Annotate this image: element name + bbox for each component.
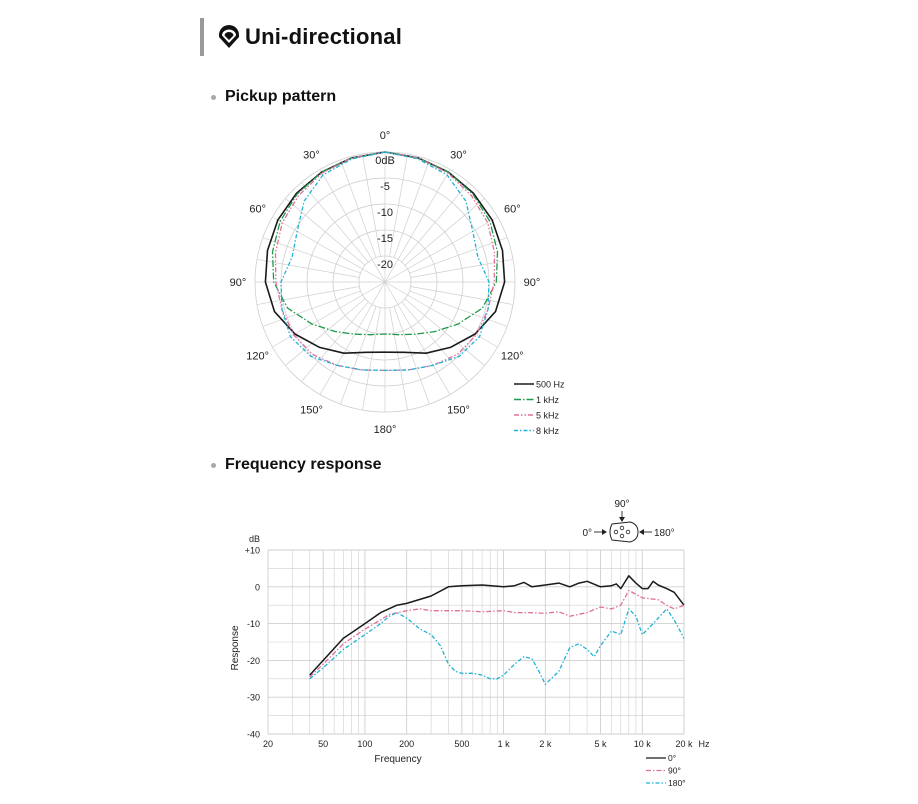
diagram-arrowhead-right: [639, 529, 644, 535]
polar-legend-label: 500 Hz: [536, 379, 565, 390]
freq-x-tick: 10 k: [633, 739, 651, 749]
diagram-label-right: 180°: [654, 528, 675, 539]
polar-angle-label: 150°: [447, 404, 470, 417]
polar-angle-label: 60°: [503, 203, 521, 216]
freq-series-2: [310, 609, 684, 684]
freq-y-tick: 0: [254, 582, 260, 593]
freq-series-1: [310, 591, 684, 678]
freq-y-tick: -20: [246, 655, 260, 666]
polar-legend-label: 8 kHz: [536, 426, 560, 436]
freq-y-tick: +10: [244, 545, 260, 556]
page-title: Uni-directional: [245, 24, 403, 49]
polar-legend-label: 5 kHz: [536, 410, 560, 421]
freq-x-tick: 5 k: [594, 739, 607, 749]
frequency-title-text: Frequency response: [225, 456, 382, 473]
polar-angle-label: 120°: [246, 350, 270, 363]
polar-angle-label: 0°: [379, 130, 391, 142]
freq-x-label: Frequency: [374, 754, 422, 765]
diagram-label-left: 0°: [582, 528, 592, 539]
freq-x-tick: 1 k: [497, 739, 510, 749]
microphone-capsule-icon: [620, 534, 624, 538]
freq-y-tick: -40: [246, 729, 260, 740]
polar-legend-label: 1 kHz: [536, 395, 560, 405]
freq-x-tick: 50: [318, 739, 329, 749]
freq-legend-label: 90°: [668, 765, 681, 776]
polar-ring-label: -5: [380, 181, 390, 193]
freq-legend-label: 180°: [668, 778, 686, 788]
polar-angle-label: 150°: [300, 404, 323, 417]
polar-angle-label: 30°: [303, 149, 320, 162]
polar-angle-label: 30°: [450, 149, 467, 162]
freq-y-label: Response: [230, 625, 241, 671]
polar-ring-label: 0dB: [375, 155, 395, 167]
microphone-capsule-icon: [626, 530, 630, 534]
polar-angle-label: 90°: [523, 277, 541, 289]
freq-x-tick: 20 k: [675, 739, 693, 749]
freq-legend-label: 0°: [668, 753, 677, 763]
polar-angle-label: 180°: [373, 424, 397, 436]
microphone-capsule-icon: [614, 530, 618, 534]
pickup-title-text: Pickup pattern: [225, 88, 337, 105]
freq-y-unit: dB: [248, 534, 260, 544]
freq-x-tick: 20: [262, 739, 274, 749]
microphone-capsule-icon: [620, 526, 624, 530]
freq-x-unit: Hz: [698, 739, 710, 749]
polar-ring-label: -15: [377, 233, 393, 245]
diagram-arrowhead-left: [602, 529, 607, 535]
freq-y-tick: -10: [246, 619, 260, 630]
freq-y-tick: -30: [246, 692, 260, 703]
polar-angle-label: 90°: [229, 277, 247, 289]
freq-x-tick: 200: [399, 739, 415, 749]
freq-x-tick: 100: [357, 739, 373, 749]
freq-x-tick: 2 k: [539, 739, 552, 749]
polar-angle-label: 60°: [249, 203, 267, 216]
diagram-arrowhead-top: [619, 517, 625, 522]
polar-ring-label: -10: [377, 207, 393, 219]
freq-x-tick: 500: [454, 739, 470, 749]
diagram-label-top: 90°: [614, 499, 630, 510]
polar-angle-label: 120°: [500, 350, 524, 363]
polar-ring-label: -20: [377, 259, 393, 271]
